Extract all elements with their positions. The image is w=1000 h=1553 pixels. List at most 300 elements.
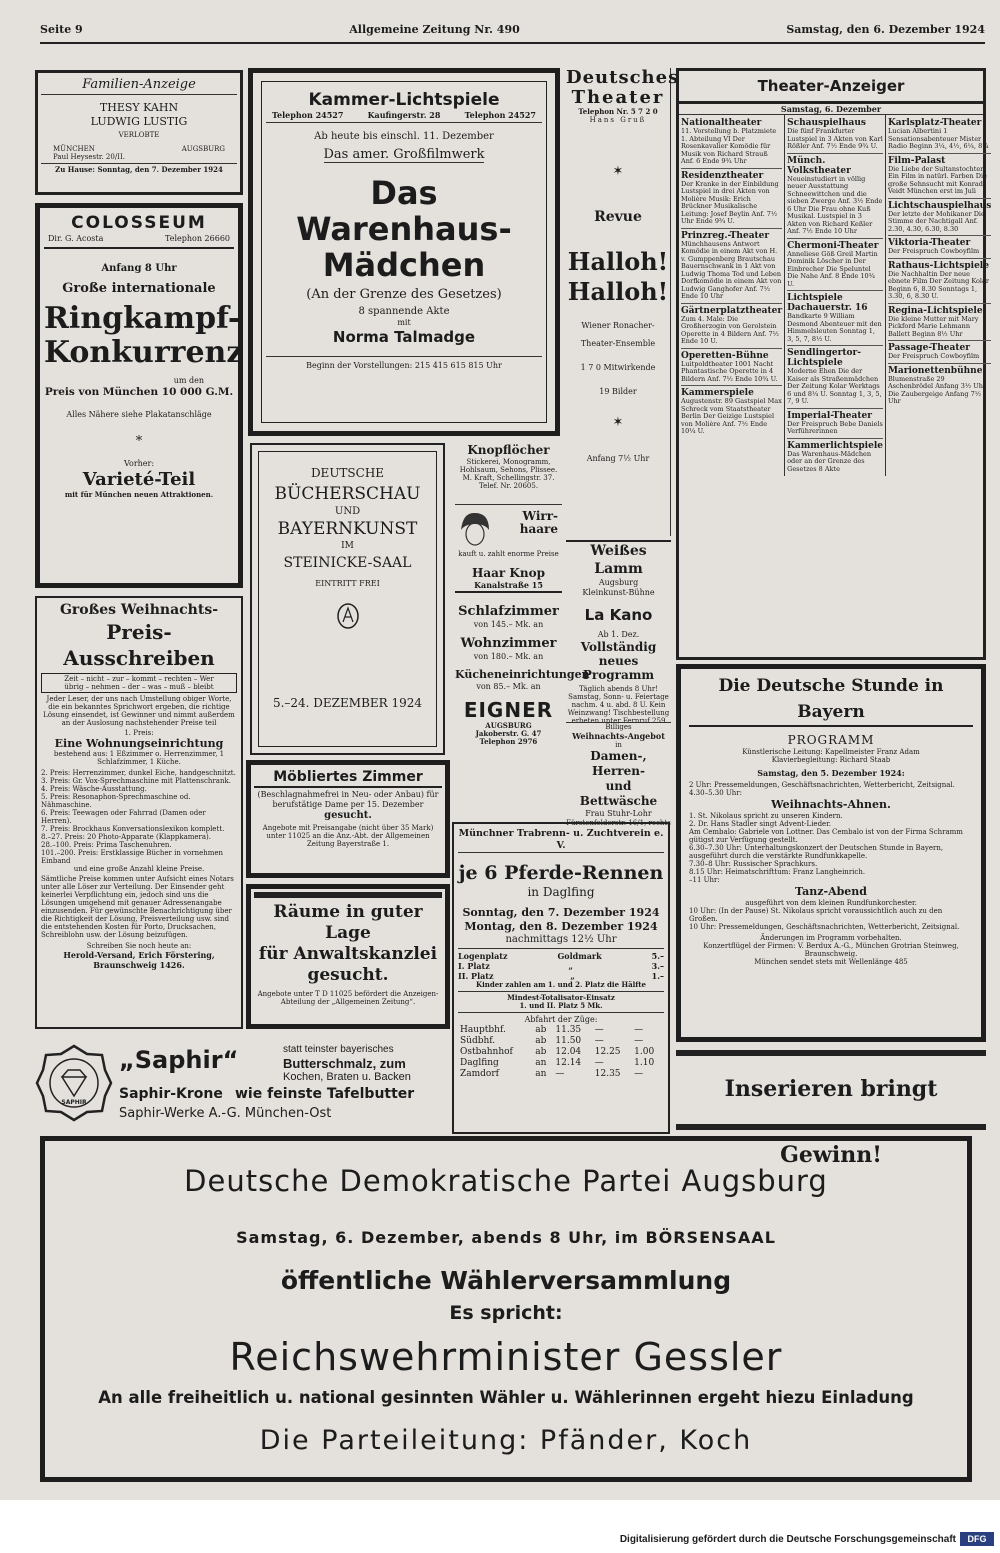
saphir-l3: Kochen, Braten u. Backen (283, 1071, 411, 1083)
stunde-item: 1. St. Nikolaus spricht zu unseren Kindern. (689, 812, 843, 820)
theater-name: Lichtspiele Dachauerstr. 16 (787, 293, 868, 313)
room-offer: Angebote mit Preisangabe (nicht über 35 Mark) unter 11025 an die Anz.-Abt. der Allgemeinen Zeitung Bayerstraße 1. (262, 824, 434, 848)
line-2: BÜCHERSCHAU (274, 484, 421, 504)
trabrenn-ad (452, 822, 670, 1134)
price-v: 5.– (651, 951, 664, 961)
ensemble-1: Wiener Ronacher- (581, 321, 655, 330)
theater-column (886, 115, 993, 476)
theater-entry (681, 304, 782, 349)
waesche-addr: Fürstenfelderstr. 16/1, rechts (566, 819, 671, 827)
page-footer (0, 1500, 1000, 1553)
theater-title-1: Deutsches (566, 67, 680, 88)
price-k: II. Platz (458, 971, 494, 981)
prize-item: 5. Preis: Resonaphon-Sprechmaschine od. Nähmaschine. (41, 793, 191, 809)
theater-details: Augustenstr. 89 Gastspiel Max Schreck vom Staatstheater Berlin Der Geizige Lustspiel von Molière Anf. 7½ Ende 10¼ U. (681, 397, 782, 435)
price-k: Logenplatz (458, 951, 508, 961)
start-time: Anfang 8 Uhr (101, 263, 177, 274)
office-line-3: gesucht. (307, 965, 389, 985)
saphir-werke: Saphir-Werke A.-G. München-Ost (119, 1106, 332, 1121)
moebliertes-zimmer-ad (246, 760, 450, 878)
anzeiger-title: Theater-Anzeiger (679, 71, 983, 104)
deutsche-stunde-ad (676, 664, 986, 1042)
eigner-addr: Jakoberstr. G. 47 (475, 729, 542, 738)
theater-name: Lichtschauspielhaus (887, 200, 992, 211)
train-cell: ab (535, 1047, 547, 1057)
lamm-line-1: Vollständig (580, 640, 657, 654)
ddp-when: Samstag, 6. Dezember, abends 8 Uhr, im BÖRSENSAAL (236, 1228, 776, 1247)
page-header (40, 20, 985, 44)
film-acts: 8 spannende Akte (358, 306, 450, 317)
theater-owner: Hans Gruß (589, 116, 647, 124)
stunde-date: Samstag, den 5. Dezember 1924: (757, 768, 905, 778)
price-c: „ (568, 961, 574, 971)
waesche-l3: in (615, 741, 622, 749)
notary-text: Sämtliche Preise kommen unter Aufsicht eines Notars unter alle Löser zur Verteilung. Der Einsender geht keinerlei Verpflichtung ein, jedoch sind uns die Lösungen umgehend mit genauer Adressenangabe einzusenden. Für gewünschte Benachrichtigung über die Richtigkeit der Lösung, Preisverteilung usw. sind die entstehenden Kosten für Porto, Drucksachen, Schreiblohn usw. der Lösung beizufügen. (41, 875, 234, 939)
theater-column (785, 115, 886, 476)
name-1: THESY KAHN (99, 101, 179, 114)
theater-entry (681, 116, 782, 169)
price-k: I. Platz (458, 961, 490, 971)
revue-label: Revue (594, 209, 642, 225)
cast-count: 1 7 0 Mitwirkende (580, 363, 656, 372)
theater-entry (888, 364, 991, 408)
stunde-wave: München sendet stets mit Wellenlänge 485 (754, 958, 908, 966)
theater-name: Sendlingertor-Lichtspiele (787, 348, 861, 368)
dfg-logo: DFG (960, 1532, 994, 1546)
eigner-name: EIGNER (463, 698, 554, 722)
stunde-item: 7.30–8 Uhr: Russischer Sprachkurs. (689, 860, 818, 868)
haare-addr: Kanalstraße 15 (474, 580, 543, 590)
trab-toto-2: 1. und II. Platz 5 Mk. (519, 1001, 603, 1010)
contest-title: Preis-Ausschreiben (63, 620, 215, 670)
free-entry: EINTRITT FREI (315, 579, 380, 588)
trab-races: je 6 Pferde-Rennen (458, 862, 664, 884)
director: Dir. G. Acosta (48, 234, 104, 243)
room-wanted: gesucht. (324, 810, 372, 821)
phone: Telephon 26660 (165, 234, 230, 243)
stunde-item: 2 Uhr: Pressemeldungen, Geschäftsnachrichten, Wetterbericht, Zeitsignal. (689, 781, 955, 789)
train-cell: 12.04 (555, 1047, 582, 1057)
lamm-sub: Kleinkunst-Bühne (582, 588, 655, 597)
train-row (458, 1025, 664, 1036)
contest-intro: Jeder Leser, der uns nach Umstellung obiger Worte, die ein bekanntes Sprichwort ergeben, die richtige Lösung einsendet, ist Gewinner und nimmt außerdem an der Auslosung nachstehender Preise teil (43, 695, 235, 727)
pre-label: Vorher: (123, 459, 155, 468)
paper-title: Allgemeine Zeitung Nr. 490 (349, 23, 520, 36)
theater-entry (888, 259, 991, 304)
theater-entry (681, 349, 782, 387)
variete-sub: mit für München neuen Attraktionen. (64, 490, 214, 499)
theater-details: Zum 4. Male: Die Großherzogin von Gerolstein Operette in 4 Bildern Anf. 7½ Ende 10 U. (681, 314, 779, 345)
cinema-phone-b: Telephon 24527 (464, 110, 536, 120)
theater-name: Münch. Volkstheater (787, 155, 851, 176)
train-row (458, 1058, 664, 1069)
film-star: Norma Talmadge (332, 328, 476, 346)
theater-columns (679, 115, 992, 476)
saphir-logo-text: SAPHIR (61, 1099, 87, 1106)
trab-title: Münchner Trabrenn- u. Zuchtverein e. V. (458, 828, 664, 851)
theater-details: 11. Vorstellung b. Platzmiete 1. Abteilung VI Der Rosenkavalier Komödie für Musik von Richard Strauß Anf. 6 Ende 9¾ Uhr (681, 127, 777, 165)
eigner-ad (455, 604, 590, 800)
emblem-icon (336, 602, 360, 630)
ddp-ad (40, 1136, 972, 1482)
theater-name: Karlsplatz-Theater (887, 118, 982, 128)
theater-details: Der Freispruch Cowboyfilm (887, 247, 980, 255)
theater-name: Prinzreg.-Theater (681, 230, 770, 241)
headline-1: Große internationale (62, 281, 216, 296)
train-cell: 1.10 (634, 1058, 655, 1068)
eigner-item-3: Kücheneinrichtungen (455, 668, 590, 681)
first-prize-desc: bestehend aus: 1 Eßzimmer o. Herrenzimmer, 1 Schlafzimmer, 1 Küche. (53, 750, 225, 766)
room-title: Möbliertes Zimmer (254, 768, 442, 788)
inserieren-slogan: Inserieren bringt Gewinn! (724, 1076, 938, 1168)
footer-text: Digitalisierung gefördert durch die Deutsche Forschungsgemeinschaft (619, 1534, 956, 1545)
train-cell: — (634, 1069, 644, 1079)
film-subtitle: (An der Grenze des Gesetzes) (306, 287, 502, 302)
theater-details: Luitpoldtheater 1001 Nacht Phantastische Operette in 4 Bildern Anf. 7½ Ende 10¾ U. (681, 359, 778, 383)
theater-name: Passage-Theater (887, 343, 970, 353)
saphir-l4: wie feinste Tafelbutter (235, 1086, 415, 1102)
theater-name: Gärtnerplatztheater (681, 305, 783, 316)
haare-name: Haar Knop (472, 566, 545, 580)
line-3: UND (334, 506, 361, 517)
theater-details: Die Nachhaltin Der neue ebnete Film Der Zeitung Kolar Beginn 6, 8.30 Sonntags 1, 3.30, 6, 8.30 U. (887, 269, 989, 300)
eigner-item-2: Wohnzimmer (460, 636, 557, 651)
theater-entry (888, 341, 991, 364)
theater-name: Schauspielhaus (787, 118, 866, 128)
train-cell: — (634, 1036, 644, 1046)
film-title-3: Mädchen (322, 246, 486, 284)
train-table (458, 1025, 664, 1080)
sender-address: Herold-Versand, Erich Förstering, Braunschweig 1426. (63, 950, 215, 970)
line-4: BAYERNKUNST (277, 519, 418, 539)
stunde-item: Am Cembalo: Gabriele von Lottner. Das Cembalo ist von der Firma Schramm gütigst zur Verfügung gestellt. (689, 828, 963, 844)
trab-departure: Abfahrt der Züge: (524, 1015, 598, 1024)
stunde-item: 4.30–5.30 Uhr: (689, 789, 743, 797)
trab-toto: Mindest-Totalisator-Einsatz (507, 993, 615, 1002)
train-cell: Hauptbhf. (460, 1025, 506, 1035)
train-cell: an (535, 1069, 547, 1079)
train-row (458, 1047, 664, 1058)
theater-details: Die Liebe der Sultanstochter Ein Film in natürl. Farben Die große Sehnsucht mit Konrad Veidt München erst im Juli (887, 164, 987, 195)
colosseum-title: COLOSSEUM (71, 213, 207, 233)
office-line-1: Räume in guter Lage (273, 902, 423, 943)
hair-portrait-icon (457, 510, 493, 548)
theater-name: Operetten-Bühne (681, 350, 769, 361)
words-row-1: Zeit – nicht – zur – kommt – rechten – Wer (64, 675, 214, 683)
theater-name: Rathaus-Lichtspiele (887, 260, 989, 271)
theater-details: Die fünf Frankfurter Lustspiel in 3 Akten von Karl Rößler Anf. 7½ Ende 9¾ U. (787, 127, 883, 150)
ddp-speaker: Reichswehrminister Gessler (229, 1335, 783, 1379)
theater-details: Münchhausens Antwort Komödie in einem Akt von H. v. Gumppenberg Brautschau Bauernschwank in 1 Akt von Ludwig Thoma Tod und Leben Dorfkomödie in einem Akt von Ludwig Ganghofer Anf. 7½ Ende 10 Uhr (681, 239, 782, 300)
name-2: LUDWIG LUSTIG (90, 115, 188, 128)
inserieren-ad (676, 1050, 986, 1168)
theater-entry (681, 169, 782, 229)
saphir-name: „Saphir“ (119, 1046, 239, 1074)
theater-star-bottom: ✶ (612, 415, 624, 430)
price-v: 1.– (651, 971, 664, 981)
train-cell: 12.14 (555, 1058, 582, 1068)
line-6: STEINICKE-SAAL (283, 555, 412, 571)
lamm-title: Weißes Lamm (590, 543, 647, 577)
train-cell: Ostbahnhof (460, 1047, 513, 1057)
ddp-signed: Die Parteileitung: Pfänder, Koch (259, 1425, 753, 1456)
lamm-line-2: neues Programm (582, 654, 655, 682)
eigner-price-1: von 145.– Mk. an (473, 620, 544, 629)
family-ad (35, 70, 243, 195)
buecherschau-ad (250, 443, 445, 755)
saphir-l1: statt teinster bayerisches (283, 1044, 394, 1055)
words-row-2: übrig – nehmen – der – was – muß – bleibt (64, 683, 214, 691)
train-cell: — (555, 1069, 565, 1079)
theater-entry (787, 439, 883, 476)
saphir-ad (35, 1040, 450, 1126)
theater-entry (787, 291, 883, 346)
theater-details: Blumenstraße 29 Aschenbrödel Anfang 3½ Uhr Die Zaubergeige Anfang 7½ Uhr (887, 374, 987, 405)
knopf-title: Knopflöcher (467, 443, 550, 457)
theater-entry (787, 116, 883, 154)
theater-name: Chermoni-Theater (787, 240, 879, 251)
ddp-invite: An alle freiheitlich u. national gesinnten Wähler u. Wählerinnen ergeht hiezu Einladung (98, 1388, 914, 1407)
cinema-phone-a: Telephon 24527 (272, 110, 344, 120)
lamm-star: La Kano (584, 606, 653, 624)
theater-star-top: ✶ (612, 164, 624, 179)
theater-entry (888, 236, 991, 259)
cinema-title: Kammer-Lichtspiele (308, 90, 500, 110)
stunde-item: ausgeführt von dem kleinen Rundfunkorchester. (745, 899, 917, 907)
headline-2: Ringkampf- (44, 301, 241, 336)
price-c: Goldmark (557, 951, 602, 961)
ddp-speaks: Es spricht: (449, 1302, 563, 1324)
train-row (458, 1069, 664, 1080)
raeume-ad (246, 884, 450, 1029)
theater-entry (787, 409, 883, 439)
theater-name: Imperial-Theater (787, 410, 872, 421)
theater-entry (888, 154, 991, 199)
train-cell: 12.35 (594, 1069, 621, 1079)
kammer-lichtspiele-ad (248, 68, 560, 436)
theater-name: Regina-Lichtspiele (887, 305, 983, 316)
prize-item: 2. Preis: Herrenzimmer, dunkel Eiche, handgeschnitzt. (41, 769, 236, 777)
train-cell: — (594, 1025, 604, 1035)
eigner-price-2: von 180.– Mk. an (473, 652, 544, 661)
theater-details: Anneliese Göß Greil Martin Dominik Löscher in Der Einbrecher Die Speluntel Die Nahe Anf. 8 Ende 10¾ U. (787, 249, 878, 288)
prize-pre: um den (173, 376, 204, 385)
hallo-2: Halloh! (567, 277, 669, 306)
theater-name: Marionettenbühne (887, 365, 983, 376)
haare-w: Wirr- (522, 509, 558, 523)
eigner-phone: Telephon 2976 (479, 737, 538, 746)
theater-entry (787, 154, 883, 239)
trab-date-2: Montag, den 8. Dezember 1924 (464, 920, 658, 933)
office-line-2: für Anwaltskanzlei (258, 944, 438, 964)
stunde-title: Die Deutsche Stunde in Bayern (689, 673, 973, 727)
city-left: MÜNCHEN (53, 145, 95, 153)
theater-details: Bandkarte 9 William Desmond Abenteuer mit den Himmelsleuten Sonntag 1, 3, 5, 7, 8½ U. (787, 312, 882, 343)
theater-details: Der Kranke in der Einbildung Lustspiel in drei Akten von Molière Musik: Erich Brückner Musikalische Leitung: Josef Beylin Anf. 7½ Uhr Ende 9¾ U. (681, 179, 779, 225)
anzeiger-date: Samstag, 6. Dezember (679, 104, 983, 115)
prize-item: 101.–200. Preis: Erstklassige Bücher in vornehmen Einband (41, 849, 224, 865)
train-cell: ab (535, 1025, 547, 1035)
theater-entry (787, 346, 883, 409)
show-times: Beginn der Vorstellungen: 215 415 615 815 Uhr (306, 361, 502, 370)
saphir-logo-icon (35, 1044, 113, 1122)
price-row (458, 961, 664, 971)
prize-item: 28.–100. Preis: Prima Taschenuhren. (41, 841, 172, 849)
line-5: IM (341, 541, 354, 551)
trab-where: in Daglfing (527, 885, 595, 899)
haare-ad (455, 508, 562, 593)
star-divider: * (135, 434, 143, 449)
prize-contest-ad (35, 596, 243, 1029)
knopf-text: Stickerei, Monogramm, Hohlsaum, Sehons, Plissee. M. Kraft, Schellingstr. 37. Telef. Nr. 20605. (459, 458, 558, 490)
line-1: DEUTSCHE (310, 466, 385, 480)
stunde-program: PROGRAMM (787, 733, 875, 747)
lamm-from: Ab 1. Dez. (597, 630, 640, 639)
waesche-l1: Billiges (605, 723, 632, 731)
train-cell: — (594, 1036, 604, 1046)
variete: Varieté-Teil (82, 469, 196, 490)
rest-prizes: und eine große Anzahl kleine Preise. (73, 865, 205, 873)
stunde-ahnen: Weihnachts-Ahnen. (771, 798, 891, 811)
prize-item: 8.–27. Preis: 20 Photo-Apparate (Klappkamera). (41, 833, 212, 841)
stunde-lead-2: Klavierbegleitung: Richard Staab (771, 756, 891, 764)
waesche-ad (566, 722, 671, 827)
prize: Preis von München 10 000 G.M. (44, 386, 234, 398)
theater-entry (888, 116, 991, 154)
price-c: „ (570, 971, 575, 981)
theater-entry (787, 239, 883, 292)
at-home: Zu Hause: Sonntag, den 7. Dezember 1924 (55, 165, 223, 174)
train-cell: 12.25 (594, 1047, 621, 1057)
theater-name: Viktoria-Theater (887, 238, 971, 248)
page-number: Seite 9 (40, 23, 83, 36)
theater-title-2: Theater (571, 87, 665, 108)
theater-details: Moderne Ehen Die der Kaiser als Straßenmädchen Der Zeitung Kolar Werktags 6 und 8¼ U. Sonntag 1, 3, 5, 7, 9 U. (787, 367, 882, 405)
waesche-l4: Damen-, Herren- (590, 749, 647, 778)
theater-entry (681, 386, 782, 438)
prize-item: 6. Preis: Teewagen oder Fahrrad (Damen oder Herren). (41, 809, 206, 825)
stunde-item: 6.30–7.30 Uhr: Unterhaltungskonzert der Deutschen Stunde in Bayern, ausgeführt durch die verstärkte Rundfunkkapelle. (689, 844, 944, 860)
ensemble-2: Theater-Ensemble (580, 339, 656, 348)
theater-phone: Telephon Nr. 5 7 2 0 (578, 107, 658, 116)
first-prize: Eine Wohnungseinrichtung (54, 737, 224, 750)
weisses-lamm-ad (566, 540, 671, 725)
run-dates: Ab heute bis einschl. 11. Dezember (314, 131, 494, 142)
eigner-city: AUGSBURG (485, 721, 532, 730)
stunde-item: 10 Uhr: (In der Pause) St. Nikolaus spricht voraussichtlich auch zu den Großen. (689, 907, 943, 923)
waesche-l2: Weihnachts-Angebot (572, 731, 665, 741)
train-cell: 11.50 (555, 1036, 582, 1046)
theater-column (679, 115, 785, 476)
lamm-text: Täglich abends 8 Uhr! Samstag, Sonn- u. Feiertage nachm. 4 u. abd. 8 U. Kein Weinzwang! Tischbestellung erbeten unter Fernruf 259 (567, 685, 670, 725)
prize-item: 7. Preis: Brockhaus Konversationslexikon komplett. (41, 825, 225, 833)
saphir-l2: Butterschmalz, zum (283, 1056, 406, 1071)
hallo-1: Halloh! (567, 247, 669, 276)
theater-anzeiger (676, 68, 992, 660)
train-cell: 1.00 (634, 1047, 655, 1057)
stunde-fluegel: Konzertflügel der Firmen: V. Berdux A.-G., München Grotrian Steinweg, Braunschweig. (703, 942, 959, 958)
colosseum-ad (35, 203, 243, 588)
theater-details: Der letzte der Mohikaner Die Stimme der Nachtigall Anf. 2.30, 4.30, 6.30, 8.30 (887, 209, 985, 233)
prize-item: 4. Preis: Wäsche-Ausstattung. (41, 785, 147, 793)
train-cell: an (535, 1058, 547, 1068)
theater-entry (888, 304, 991, 342)
price-v: 3.– (651, 961, 664, 971)
ddp-event: öffentliche Wählerversammlung (280, 1266, 732, 1295)
lamm-city: Augsburg (598, 578, 639, 587)
theater-name: Nationaltheater (681, 118, 762, 128)
theater-name: Kammerspiele (681, 388, 754, 398)
film-type: Das amer. Großfilmwerk (323, 147, 485, 162)
cinema-street: Kaufingerstr. 28 (367, 110, 441, 120)
knopfloecher-ad (455, 443, 562, 505)
stunde-item: –11 Uhr: (689, 876, 720, 884)
train-cell: Südbhf. (460, 1036, 496, 1046)
trab-kids: Kinder zahlen am 1. und 2. Platz die Hälfte (476, 980, 646, 989)
stunde-item: 8.15 Uhr: Heimatschrifttum: Franz Langheinrich. (689, 868, 866, 876)
contest-heading: Großes Weihnachts- (59, 602, 219, 618)
waesche-l5: und Bettwäsche (579, 779, 658, 808)
film-title-1: Das (370, 174, 438, 212)
theater-entry (888, 199, 991, 237)
first-prize-label: 1. Preis: (124, 729, 154, 737)
saphir-krone: Saphir-Krone (119, 1086, 223, 1102)
theater-entry (681, 229, 782, 304)
theater-details: Die kleine Mutter mit Mary Pickford Marie Lehmann Ballett Beginn 8½ Uhr (887, 314, 979, 338)
office-text: Angebote unter T D 11025 befördert die Anzeigen-Abteilung der „Allgemeinen Zeitung“. (257, 990, 439, 1006)
price-row (458, 951, 664, 961)
eigner-price-3: von 85.– Mk. an (476, 682, 541, 691)
theater-name: Kammerlichtspiele (787, 440, 883, 451)
engaged-label: VERLOBTE (118, 131, 160, 139)
film-title-2: Warenhaus- (296, 210, 512, 248)
stunde-item: 2. Dr. Hans Stadler singt Advent-Lieder. (689, 820, 831, 828)
city-right: AUGSBURG (181, 145, 225, 153)
train-cell: — (594, 1058, 604, 1068)
write-label: Schreiben Sie noch heute an: (86, 942, 192, 950)
theater-details: Lucian Albertini 1 Sensationsabenteuer Mister Radio Beginn 3¼, 4½, 6¼, 8¼ (887, 127, 989, 150)
stunde-tanz: Tanz-Abend (795, 885, 867, 898)
haare-text: kauft u. zahlt enorme Preise (458, 550, 559, 558)
theater-name: Residenztheater (681, 170, 764, 181)
stunde-changes: Änderungen im Programm vorbehalten. (760, 934, 902, 942)
stunde-item: 10 Uhr: Pressemeldungen, Geschäftsnachrichten, Wetterbericht, Zeitsignal. (689, 923, 960, 931)
theater-details: Der Freispruch Bebe Daniels Verführerinnen (787, 419, 883, 435)
trab-time: nachmittags 12½ Uhr (505, 934, 617, 945)
eigner-item-1: Schlafzimmer (458, 604, 559, 619)
headline-3: Konkurrenz (44, 335, 244, 370)
stunde-lead-1: Künstlerische Leitung: Kapellmeister Franz Adam (742, 748, 920, 756)
address: Paul Heysestr. 20/II. (53, 153, 125, 161)
details: Alles Nähere siehe Plakatanschläge (66, 410, 212, 419)
trab-price-list (458, 951, 664, 981)
theater-start: Anfang 7½ Uhr (586, 454, 650, 463)
theater-details: Der Freispruch Cowboyfilm (887, 352, 980, 360)
train-row (458, 1036, 664, 1047)
trab-date-1: Sonntag, den 7. Dezember 1924 (462, 906, 660, 919)
issue-date: Samstag, den 6. Dezember 1924 (786, 23, 985, 36)
prize-item: 3. Preis: Gr. Vox-Sprechmaschine mit Plattenschrank. (41, 777, 231, 785)
theater-name: Film-Palast (887, 155, 946, 166)
train-cell: ab (535, 1036, 547, 1046)
theater-details: Neueinstudiert in völlig neuer Ausstattung Schneewittchen und die sieben Zwerge Anf. 3½ Ende 6 Uhr Die Frau ohne Kuß Musikal. Lustspiel in 3 Akten von Richard Keßler Anf. 7½ Ende 10 Uhr (787, 174, 883, 235)
train-cell: Daglfing (460, 1058, 499, 1068)
room-text: (Beschlagnahmefrei in Neu- oder Anbau) für berufstätige Dame per 15. Dezember (257, 790, 439, 809)
exhibit-dates: 5.–24. DEZEMBER 1924 (272, 696, 423, 710)
haare-h: haare (519, 522, 558, 536)
waesche-name: Frau Stuhr-Lohr (585, 809, 652, 818)
deutsches-theater-ad (566, 67, 680, 536)
